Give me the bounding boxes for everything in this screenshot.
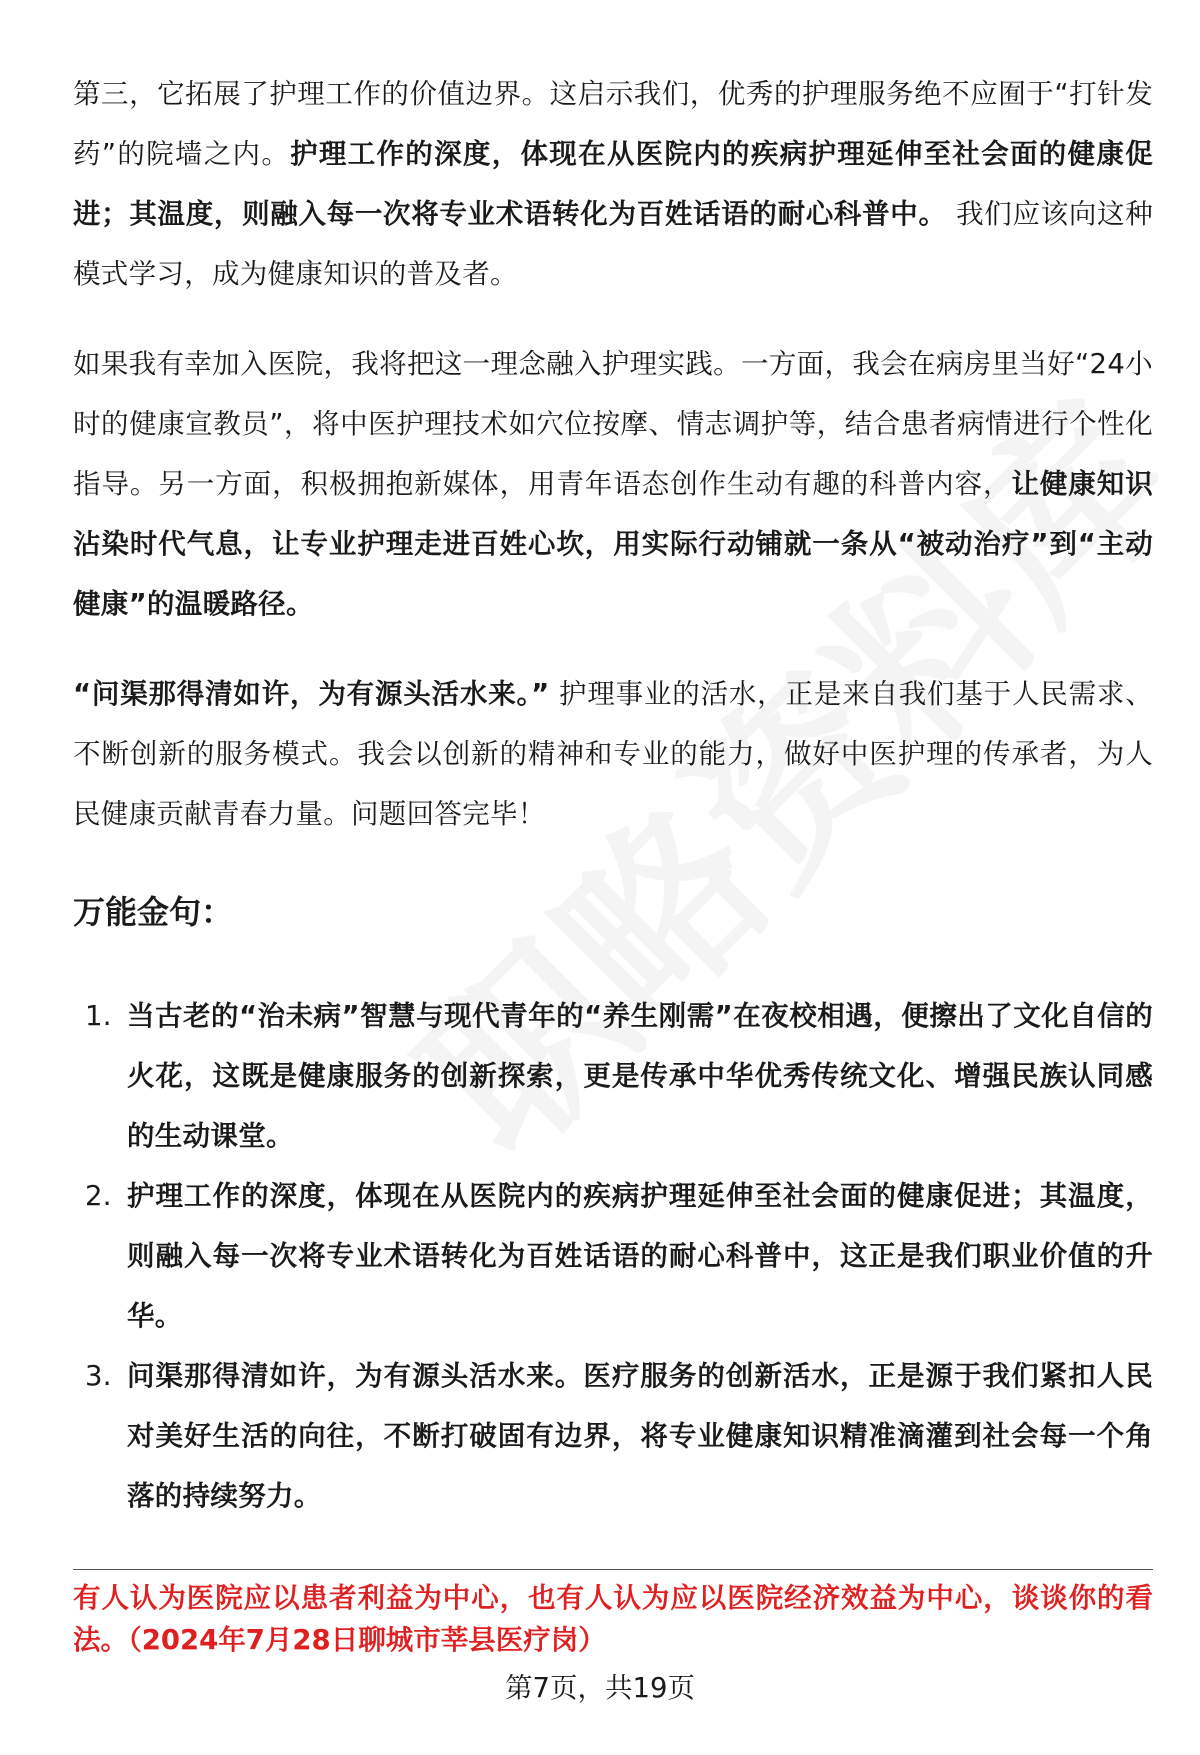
document-body <box>73 64 1153 1526</box>
paragraph-1 <box>73 64 1153 304</box>
list-item-text: 护理工作的深度，体现在从医院内的疾病护理延伸至社会面的健康促进；其温度，则融入每一次将专业术语转化为百姓话语的耐心科普中，这正是我们职业价值的升华。 <box>127 1180 1153 1332</box>
list-item-text: 当古老的“治未病”智慧与现代青年的“养生刚需”在夜校相遇，便擦出了文化自信的火花，这既是健康服务的创新探索，更是传承中华优秀传统文化、增强民族认同感的生动课堂。 <box>127 1000 1153 1152</box>
list-number: 1. <box>85 1000 112 1032</box>
paragraph-3-text: 护理事业的活水，正是来自我们基于人民需求、不断创新的服务模式。我会以创新的精神和专业的能力，做好中医护理的传承者，为人民健康贡献青春力量。问题回答完毕！ <box>73 678 1154 830</box>
list-item-text: 问渠那得清如许，为有源头活水来。医疗服务的创新活水，正是源于我们紧扣人民对美好生活的向往，不断打破固有边界，将专业健康知识精准滴灌到社会每一个角落的持续努力。 <box>127 1360 1153 1512</box>
quote-list <box>73 986 1153 1526</box>
list-item <box>73 1166 1153 1346</box>
section-heading: 万能金句： <box>73 893 234 931</box>
paragraph-2 <box>73 334 1153 634</box>
paragraph-3-quote: “问渠那得清如许，为有源头活水来。” <box>73 678 550 710</box>
list-number: 2. <box>85 1180 112 1212</box>
next-question: 有人认为医院应以患者利益为中心，也有人认为应以医院经济效益为中心，谈谈你的看法。（2024年7月28日聊城市莘县医疗岗） <box>73 1582 1153 1656</box>
list-number: 3. <box>85 1360 112 1392</box>
paragraph-2-text: 如果我有幸加入医院，我将把这一理念融入护理实践。一方面，我会在病房里当好“24小时的健康宣教员”，将中医护理技术如穴位按摩、情志调护等，结合患者病情进行个性化指导。另一方面，积极拥抱新媒体，用青年语态创作生动有趣的科普内容， <box>73 348 1153 500</box>
list-item <box>73 986 1153 1166</box>
paragraph-1-bold: 护理工作的深度，体现在从医院内的疾病护理延伸至社会面的健康促进；其温度，则融入每一次将专业术语转化为百姓话语的耐心科普中。 <box>73 138 1153 230</box>
paragraph-1-tail: 我们应该向这种模式学习，成为健康知识的普及者。 <box>73 198 1153 290</box>
paragraph-2-bold: 让健康知识沾染时代气息，让专业护理走进百姓心坎，用实际行动铺就一条从“被动治疗”到“主动健康”的温暖路径。 <box>73 468 1154 620</box>
paragraph-3 <box>73 664 1153 844</box>
paragraph-1-text: 第三，它拓展了护理工作的价值边界。这启示我们，优秀的护理服务绝不应囿于“打针发药”的院墙之内。 <box>73 78 1153 170</box>
list-item <box>73 1346 1153 1526</box>
page-number: 第7页，共19页 <box>505 1672 695 1704</box>
divider <box>73 1569 1153 1570</box>
